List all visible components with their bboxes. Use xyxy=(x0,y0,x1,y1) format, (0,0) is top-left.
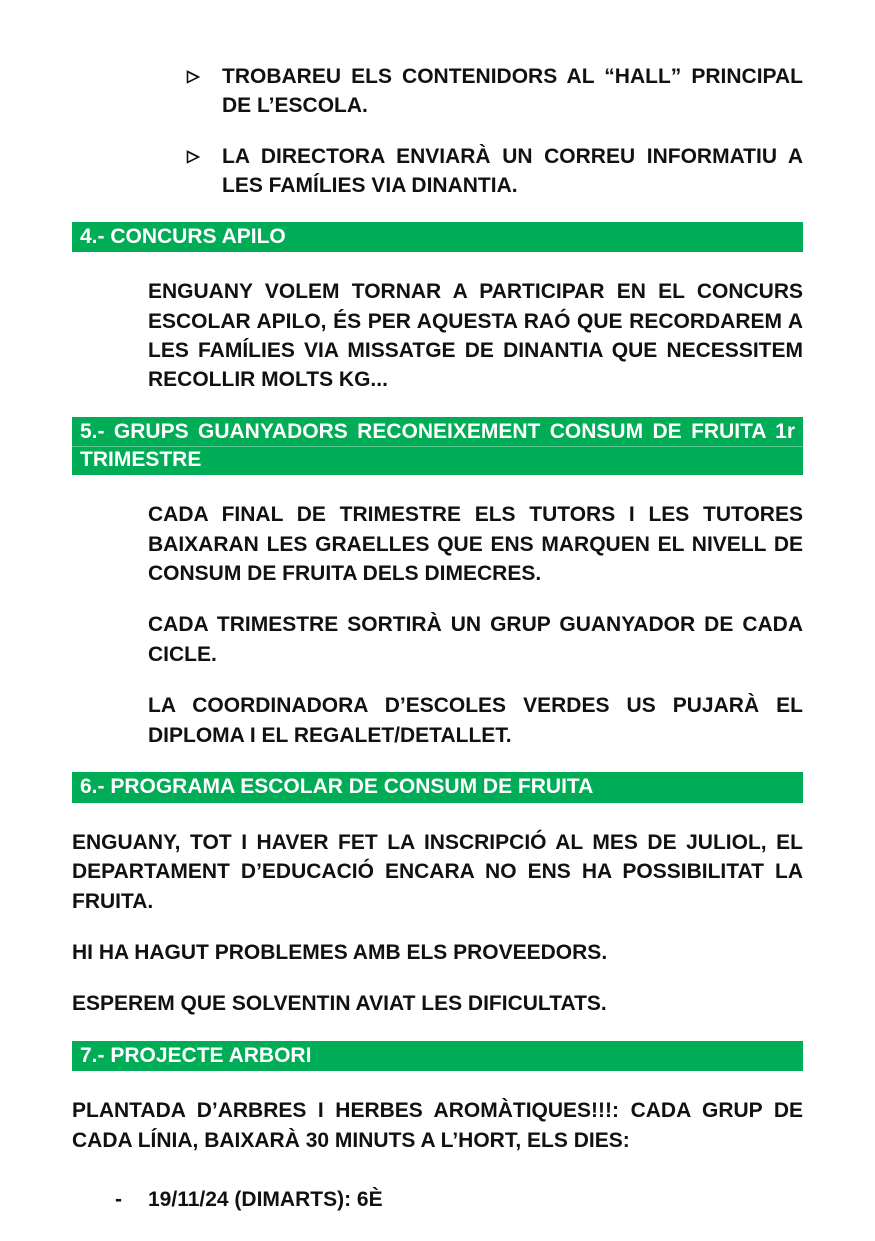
section-heading-7: 7.- PROJECTE ARBORI xyxy=(72,1041,803,1072)
bullet-item-directora xyxy=(72,142,803,201)
section-4-paragraph: ENGUANY VOLEM TORNAR A PARTICIPAR EN EL CONCURS ESCOLAR APILO, ÉS PER AQUESTA RAÓ QUE RECORDAREM A LES FAMÍLIES VIA MISSATGE DE DINANTIA QUE NECESSITEM RECOLLIR MOLTS KG... xyxy=(148,280,803,392)
section-6-paragraph-3: ESPEREM QUE SOLVENTIN AVIAT LES DIFICULTATS. xyxy=(72,992,607,1016)
section-5-paragraph-1: CADA FINAL DE TRIMESTRE ELS TUTORS I LES TUTORES BAIXARAN LES GRAELLES QUE ENS MARQUEN EL NIVELL DE CONSUM DE FRUITA DELS DIMECRES. xyxy=(148,503,803,586)
bullet-text: TROBAREU ELS CONTENIDORS AL “HALL” PRINCIPAL DE L’ESCOLA. xyxy=(222,65,803,118)
section-heading-4: 4.- CONCURS APILO xyxy=(72,222,803,253)
section-5-paragraph-2: CADA TRIMESTRE SORTIRÀ UN GRUP GUANYADOR DE CADA CICLE. xyxy=(148,613,803,666)
arrow-bullet-icon xyxy=(185,69,201,85)
section-7-paragraph: PLANTADA D’ARBRES I HERBES AROMÀTIQUES!!!: CADA GRUP DE CADA LÍNIA, BAIXARÀ 30 MINUTS A L’HORT, ELS DIES: xyxy=(72,1099,803,1152)
arrow-bullet-icon xyxy=(185,149,201,165)
dash-bullet: - xyxy=(115,1188,122,1212)
section-heading-5: 5.- GRUPS GUANYADORS RECONEIXEMENT CONSUM DE FRUITA 1r TRIMESTRE xyxy=(72,417,803,475)
schedule-list-text: 19/11/24 (DIMARTS): 6È xyxy=(148,1188,383,1212)
bullet-item-containers xyxy=(72,62,803,121)
section-5-paragraph-3: LA COORDINADORA D’ESCOLES VERDES US PUJARÀ EL DIPLOMA I EL REGALET/DETALLET. xyxy=(148,694,803,747)
schedule-list-item xyxy=(72,1185,803,1214)
section-6-paragraph-1: ENGUANY, TOT I HAVER FET LA INSCRIPCIÓ AL MES DE JULIOL, EL DEPARTAMENT D’EDUCACIÓ ENCARA NO ENS HA POSSIBILITAT LA FRUITA. xyxy=(72,830,803,913)
section-heading-6: 6.- PROGRAMA ESCOLAR DE CONSUM DE FRUITA xyxy=(72,772,803,803)
section-6-paragraph-2: HI HA HAGUT PROBLEMES AMB ELS PROVEEDORS. xyxy=(72,940,608,964)
bullet-text: LA DIRECTORA ENVIARÀ UN CORREU INFORMATIU A LES FAMÍLIES VIA DINANTIA. xyxy=(222,144,803,198)
